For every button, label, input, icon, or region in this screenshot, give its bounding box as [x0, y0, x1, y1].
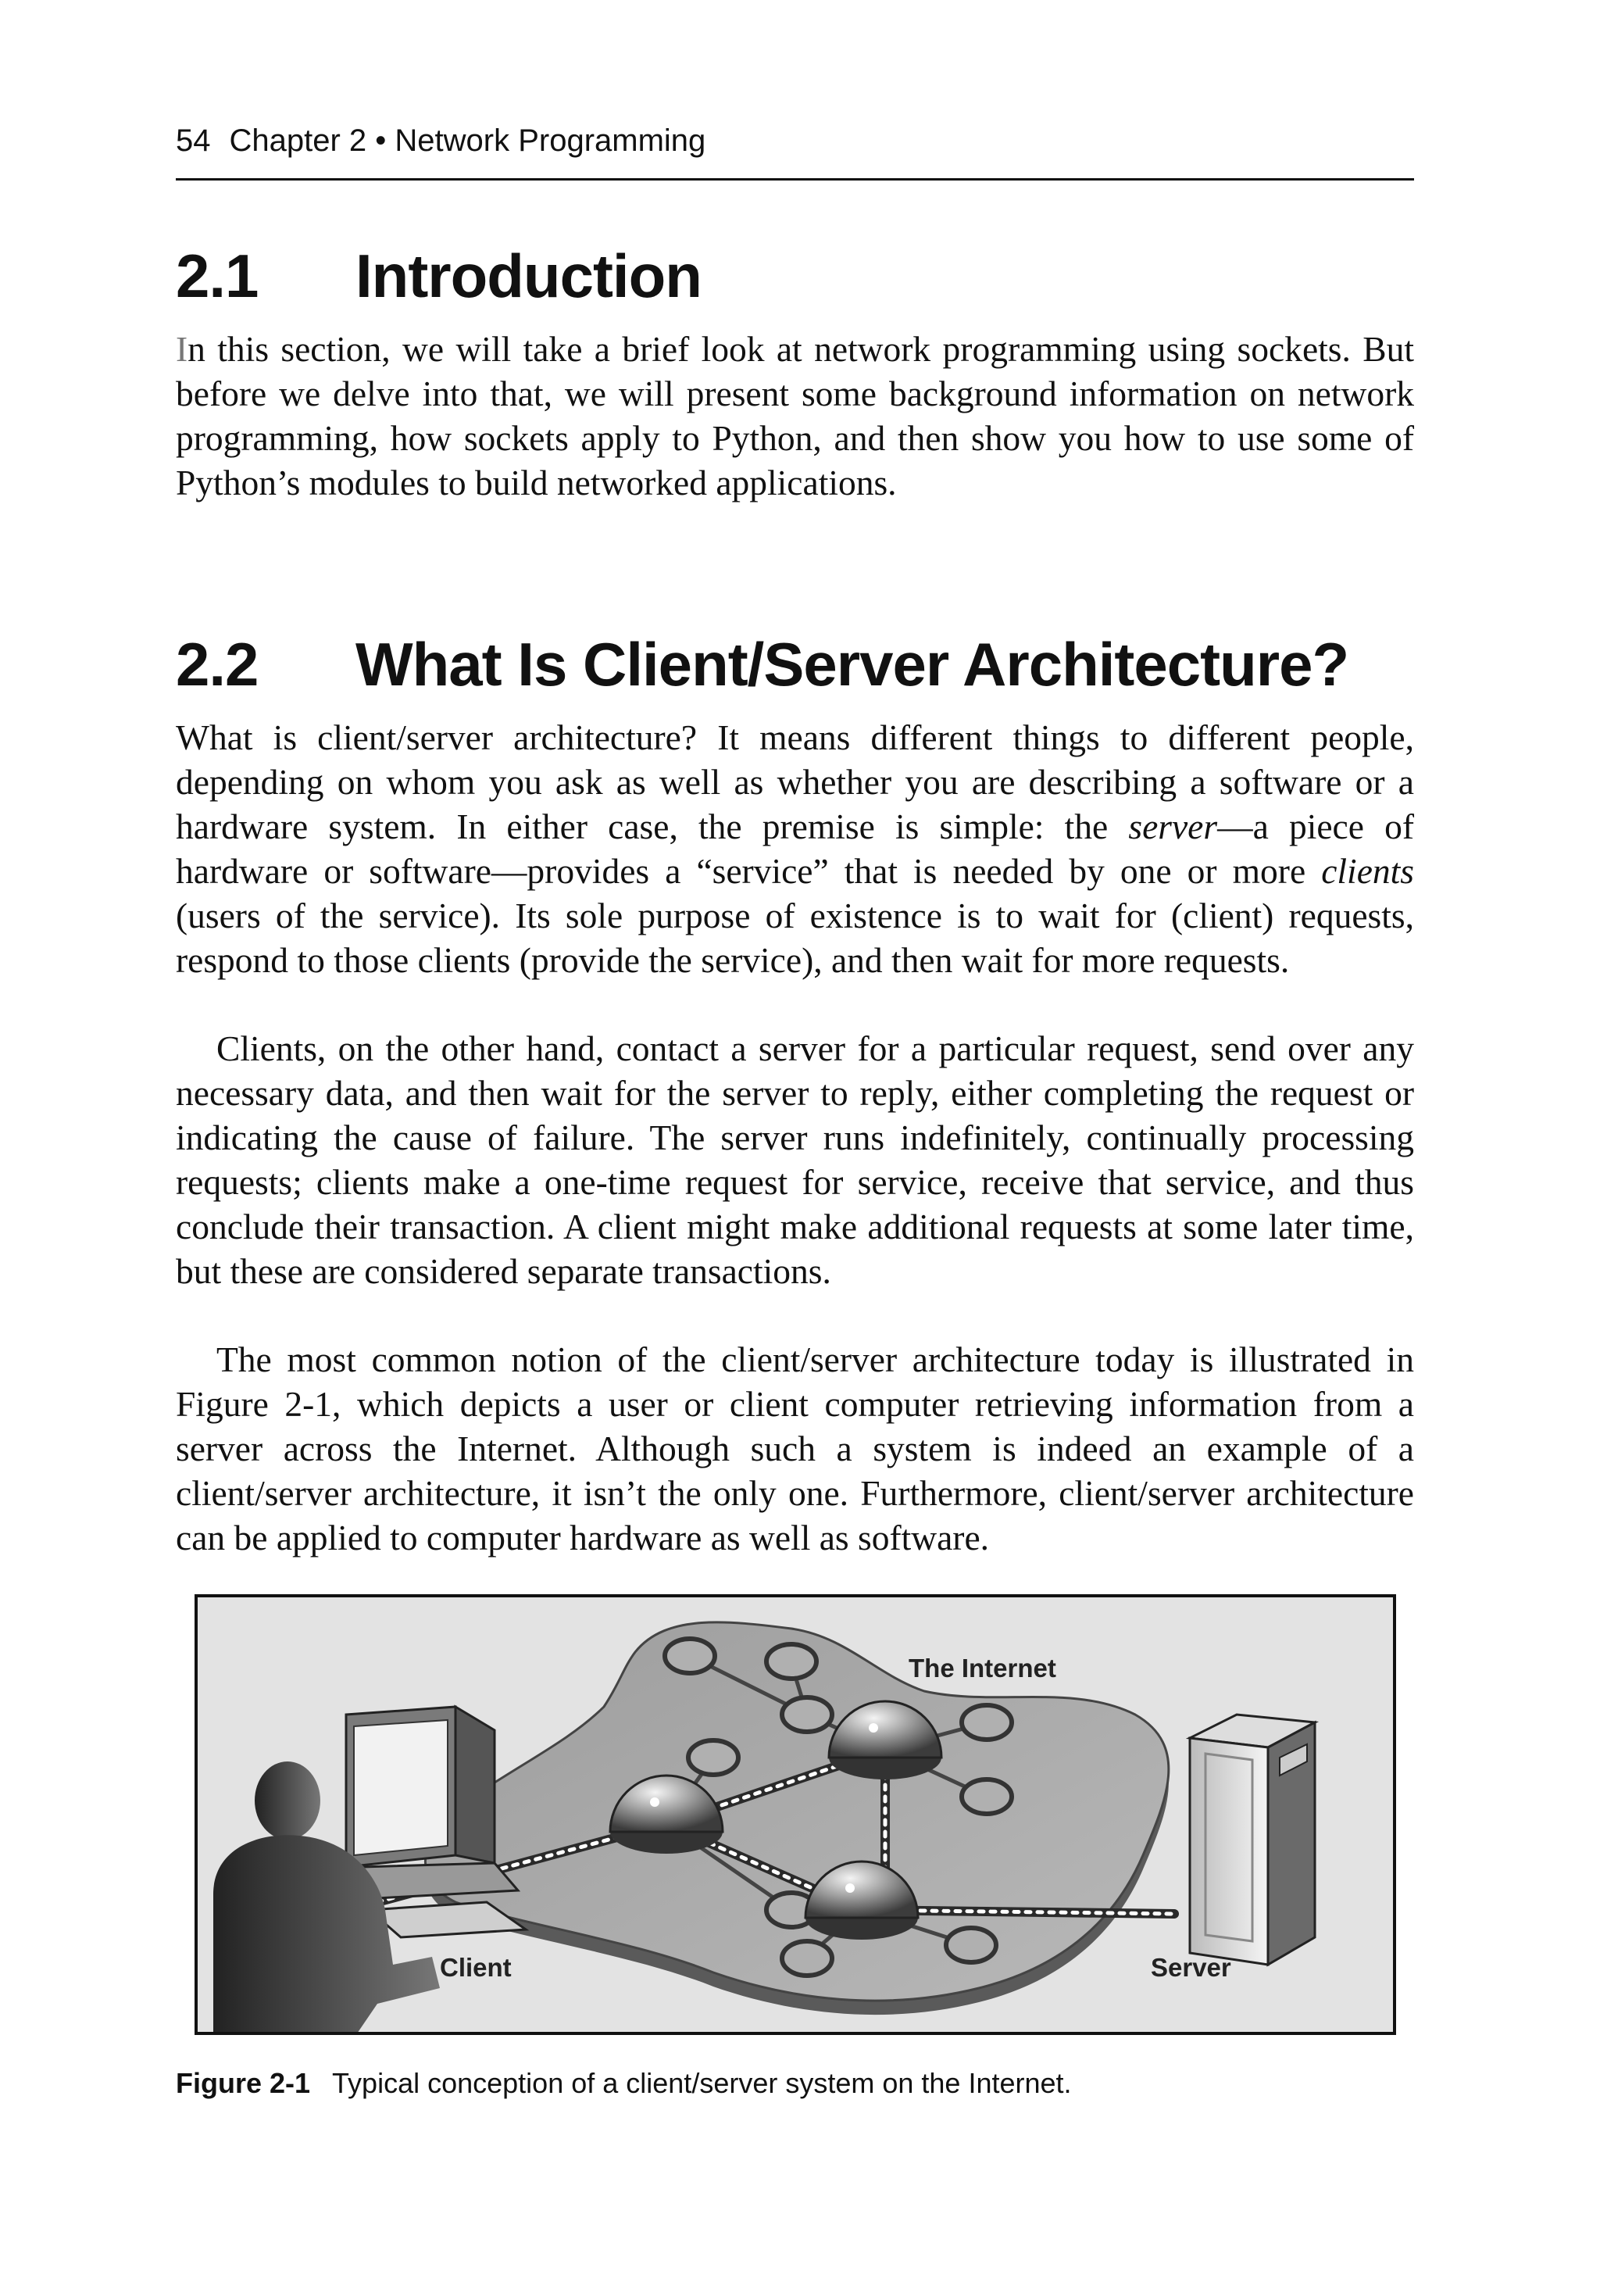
figure-caption [176, 2067, 1072, 2100]
network-node [782, 1697, 832, 1732]
network-node [782, 1941, 832, 1976]
label-client: Client [440, 1953, 512, 1982]
network-node [962, 1779, 1012, 1814]
body-paragraph-2 [176, 1026, 1414, 1293]
intro-text: n this section, we will take a brief look at network programming using sockets. But before we delve into that, we will present some background information on network programming, how sockets apply to Python, and then show you how to use some of Python’s modules to build networked applications. [176, 329, 1414, 502]
section-number: 2.2 [176, 630, 259, 699]
page-number: 54 [176, 123, 211, 158]
section-title: Introduction [355, 241, 702, 310]
section-number: 2.1 [176, 241, 259, 310]
running-head-title: Chapter 2 • Network Programming [229, 123, 706, 158]
section-heading-client-server [176, 629, 1348, 700]
network-node [962, 1705, 1012, 1740]
section-title: What Is Client/Server Architecture? [355, 630, 1349, 699]
body-paragraph-1 [176, 715, 1414, 982]
emphasis-clients: clients [1321, 851, 1414, 891]
text-run: (users of the service). Its sole purpose of existence is to wait for (client) requests, respond to those clients (provide the service), and then wait for more requests. [176, 896, 1414, 980]
caption-text: Typical conception of a client/server system on the Internet. [332, 2067, 1072, 2099]
network-node [946, 1928, 996, 1962]
network-node [766, 1644, 816, 1679]
running-head [176, 123, 705, 159]
section-heading-introduction [176, 241, 702, 312]
network-node [688, 1740, 738, 1775]
figure-2-1 [195, 1594, 1396, 2035]
text-run: —a piece of hardware or software—provides a “service” that is needed by one or more [176, 806, 1414, 891]
network-node [665, 1639, 715, 1673]
header-rule [176, 178, 1414, 181]
text-run: What is client/server architecture? It means different things to different people, depending on whom you ask as well as whether you are describing a software or a hardware system. In either case, the premise is simple: the [176, 717, 1414, 846]
body-paragraph-3 [176, 1337, 1414, 1560]
label-the-internet: The Internet [909, 1654, 1056, 1683]
figure-number: Figure 2-1 [176, 2067, 311, 2099]
emphasis-server: server [1128, 806, 1218, 846]
text-run: Clients, on the other hand, contact a server for a particular request, send over any necessary data, and then wait for the server to reply, either completing the request or indicating the cause of failure. The server runs indefinitely, continually processing requests; clients make a one-time request for service, receive that service, and thus conclude their transaction. A client might make additional requests at some later time, but these are considered separate transactions. [176, 1028, 1414, 1291]
label-server: Server [1151, 1953, 1231, 1982]
text-run: The most common notion of the client/server architecture today is illustrated in Figure 2-1, which depicts a user or client computer retrieving information from a server across the Internet. Although such a system is indeed an example of a client/server architecture, it isn’t the only one. Furthermore, client/server architecture can be applied to computer hardware as well as software. [176, 1339, 1414, 1557]
server-tower [1190, 1715, 1315, 1965]
intro-paragraph [176, 327, 1414, 505]
first-letter: I [176, 329, 188, 369]
